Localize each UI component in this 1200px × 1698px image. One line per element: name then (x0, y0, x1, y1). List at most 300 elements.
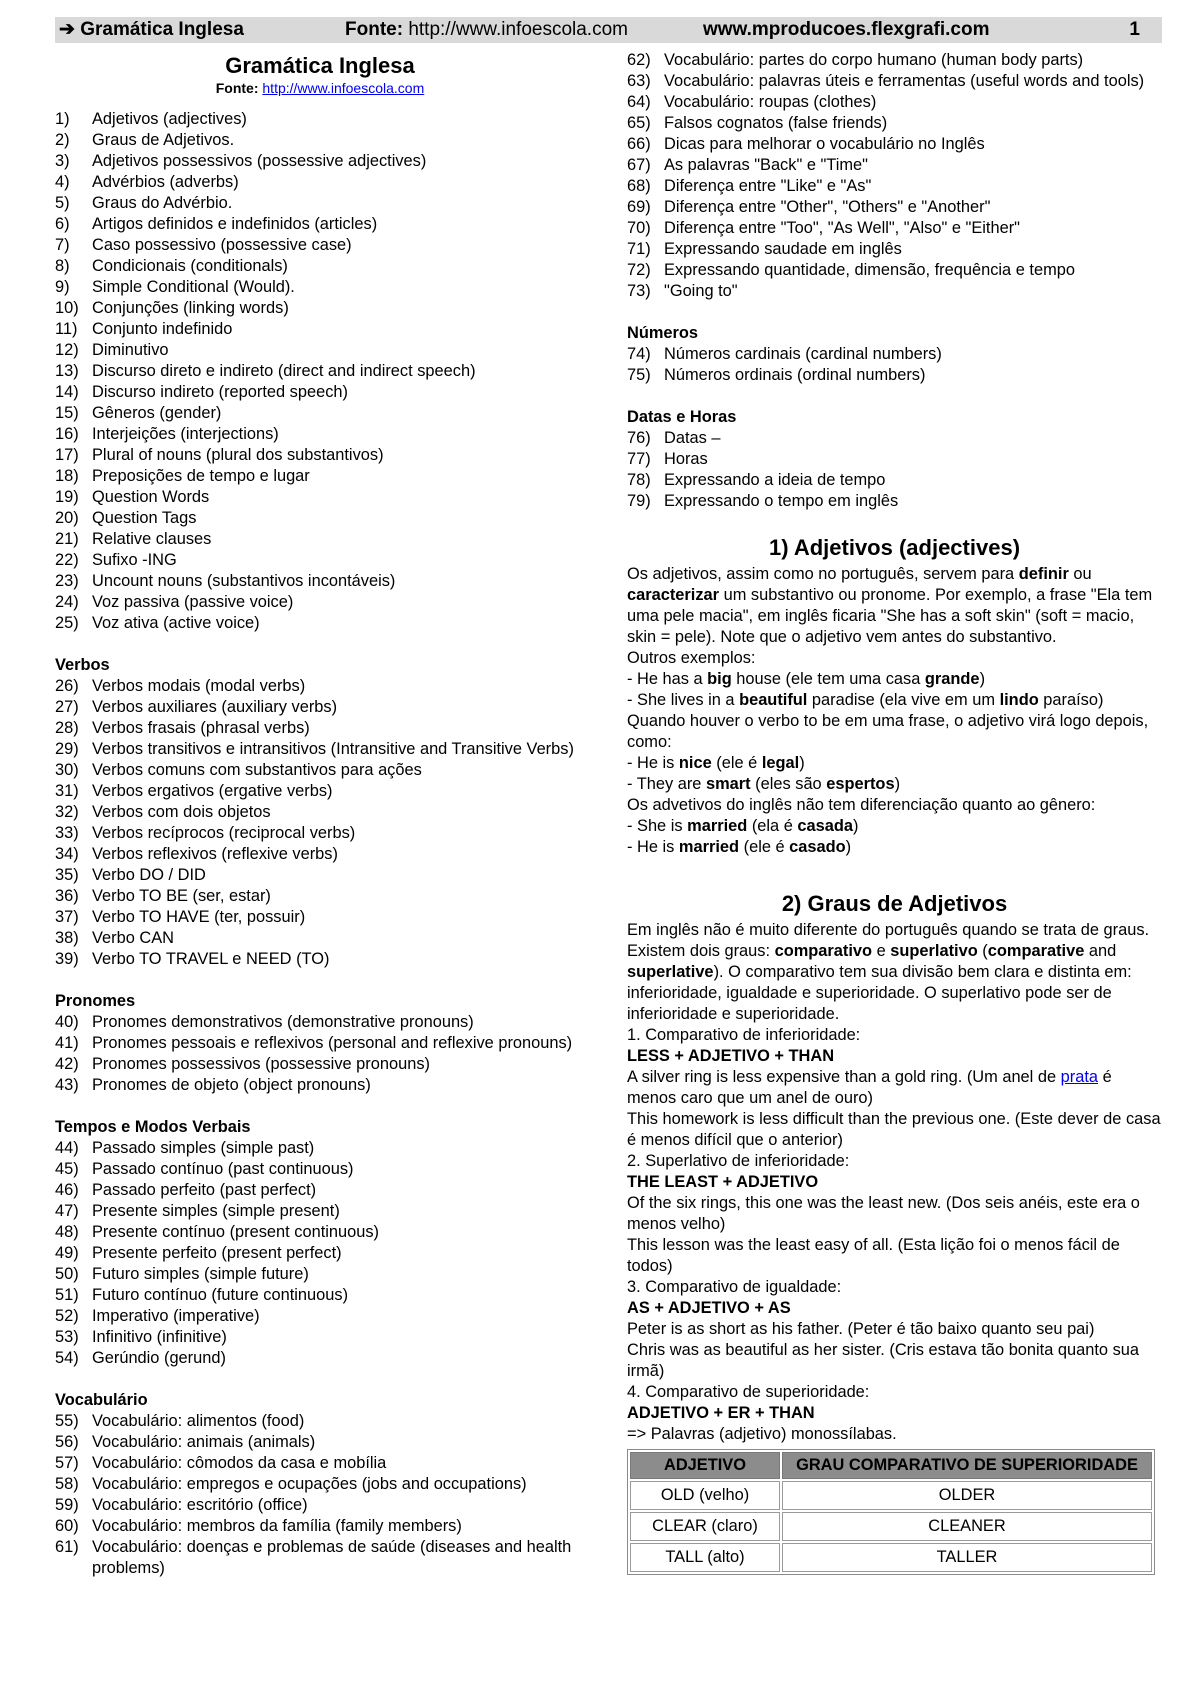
toc-item-number: 49) (55, 1244, 79, 1262)
toc-item-number: 2) (55, 131, 70, 149)
toc-item-label: Adjetivos (adjectives) (92, 110, 247, 128)
toc-item-label: Verbos ergativos (ergative verbs) (92, 782, 333, 800)
toc-item-number: 43) (55, 1076, 79, 1094)
toc-list-vocab-left (55, 1411, 585, 1579)
toc-item-label: Vocabulário: cômodos da casa e mobília (92, 1454, 387, 1472)
toc-item-label: Verbos comuns com substantivos para ações (92, 761, 422, 779)
toc-item-label: Vocabulário: alimentos (food) (92, 1412, 305, 1430)
toc-item-number: 30) (55, 761, 79, 779)
toc-item (55, 1201, 585, 1222)
toc-item-number: 7) (55, 236, 70, 254)
toc-item (55, 550, 585, 571)
toc-item (627, 344, 1162, 365)
group-head-vocab: Vocabulário (55, 1391, 148, 1409)
table-cell: OLD (velho) (630, 1481, 780, 1510)
toc-item-label: Infinitivo (infinitive) (92, 1328, 227, 1346)
rule-label: 4. Comparativo de superioridade: (627, 1383, 870, 1401)
table-header-row (630, 1452, 1152, 1479)
toc-item-label: Verbos recíprocos (reciprocal verbs) (92, 824, 356, 842)
toc-item-number: 16) (55, 425, 79, 443)
toc-item-label: Verbo CAN (92, 929, 174, 947)
toc-item-number: 4) (55, 173, 70, 191)
toc-item (55, 928, 585, 949)
toc-item-number: 25) (55, 614, 79, 632)
toc-item-number: 53) (55, 1328, 79, 1346)
example-line: A silver ring is less expensive than a gold ring. (Um anel de prata é menos caro que um anel de ouro) (627, 1068, 1112, 1107)
toc-item (627, 449, 1162, 470)
section-title-graus: 2) Graus de Adjetivos (781, 891, 1008, 916)
toc-item-label: Presente simples (simple present) (92, 1202, 340, 1220)
toc-item-number: 39) (55, 950, 79, 968)
toc-item (55, 172, 585, 193)
toc-item (55, 319, 585, 340)
toc-item-label: Question Tags (92, 509, 197, 527)
toc-item (55, 445, 585, 466)
toc-list-datas (627, 428, 1162, 512)
toc-item (627, 113, 1162, 134)
toc-item (55, 1012, 585, 1033)
toc-item (55, 1033, 585, 1054)
table-row (630, 1512, 1152, 1541)
toc-item (55, 1138, 585, 1159)
toc-item (627, 218, 1162, 239)
toc-item-label: Horas (664, 450, 708, 468)
toc-item-label: Vocabulário: partes do corpo humano (human body parts) (664, 51, 1084, 69)
toc-item-number: 20) (55, 509, 79, 527)
toc-item (55, 760, 585, 781)
toc-item-label: Diferença entre "Like" e "As" (664, 177, 872, 195)
toc-item-number: 51) (55, 1286, 79, 1304)
toc-item-number: 17) (55, 446, 79, 464)
toc-item-number: 18) (55, 467, 79, 485)
table-header-cell: GRAU COMPARATIVO DE SUPERIORIDADE (782, 1452, 1152, 1479)
toc-item (55, 676, 585, 697)
toc-item-number: 78) (627, 471, 651, 489)
toc-item (55, 1537, 585, 1579)
toc-item-number: 75) (627, 366, 651, 384)
toc-item (55, 697, 585, 718)
toc-item-label: Vocabulário: animais (animals) (92, 1433, 316, 1451)
toc-item-number: 11) (55, 320, 78, 338)
toc-item (627, 134, 1162, 155)
toc-item-number: 29) (55, 740, 79, 758)
toc-item-label: Pronomes possessivos (possessive pronouns) (92, 1055, 430, 1073)
toc-item (55, 298, 585, 319)
toc-item (55, 508, 585, 529)
toc-item (627, 239, 1162, 260)
toc-item-number: 60) (55, 1517, 79, 1535)
toc-item-label: Simple Conditional (Would). (92, 278, 295, 296)
toc-item (55, 1222, 585, 1243)
toc-item-label: Vocabulário: empregos e ocupações (jobs and occupations) (92, 1475, 527, 1493)
toc-item-number: 28) (55, 719, 79, 737)
table-cell: CLEANER (782, 1512, 1152, 1541)
toc-item-label: Uncount nouns (substantivos incontáveis) (92, 572, 396, 590)
toc-item-number: 5) (55, 194, 70, 212)
toc-item (55, 466, 585, 487)
toc-item-number: 74) (627, 345, 651, 363)
toc-item-number: 10) (55, 299, 79, 317)
toc-item-number: 27) (55, 698, 79, 716)
toc-item (55, 1327, 585, 1348)
toc-item-label: Falsos cognatos (false friends) (664, 114, 888, 132)
toc-item-number: 23) (55, 572, 79, 590)
example-line: - He is nice (ele é legal) (627, 754, 805, 772)
paragraph: Em inglês não é muito diferente do português quando se trata de graus. Existem dois graus: comparativo e superlativo (comparative and superlative). O comparativo tem sua divisão bem clara e distinta em: inferioridade, igualdade e superioridade. O superlativo pode ser de inferioridade e superioridade. (627, 921, 1150, 1023)
toc-item (55, 1474, 585, 1495)
rule-formula: LESS + ADJETIVO + THAN (627, 1047, 835, 1065)
toc-item-label: Verbos reflexivos (reflexive verbs) (92, 845, 338, 863)
toc-item-number: 31) (55, 782, 79, 800)
header-source: Fonte: http://www.infoescola.com (345, 19, 628, 40)
toc-item-label: Passado perfeito (past perfect) (92, 1181, 317, 1199)
toc-item-label: Vocabulário: membros da família (family members) (92, 1517, 462, 1535)
toc-item-label: Gêneros (gender) (92, 404, 222, 422)
toc-item (55, 424, 585, 445)
toc-list-vocab-right (627, 50, 1162, 302)
toc-item-number: 72) (627, 261, 651, 279)
toc-item (55, 949, 585, 970)
example-line: This lesson was the least easy of all. (Esta lição foi o menos fácil de todos) (627, 1236, 1120, 1275)
toc-item-number: 65) (627, 114, 651, 132)
toc-item-label: Futuro simples (simple future) (92, 1265, 309, 1283)
toc-item-number: 67) (627, 156, 651, 174)
toc-item-label: Passado contínuo (past continuous) (92, 1160, 354, 1178)
toc-item-number: 12) (55, 341, 79, 359)
toc-item-label: Verbo DO / DID (92, 866, 206, 884)
toc-item (627, 176, 1162, 197)
toc-item-number: 37) (55, 908, 79, 926)
toc-item (55, 109, 585, 130)
toc-item-number: 41) (55, 1034, 79, 1052)
toc-item (55, 193, 585, 214)
table-cell: OLDER (782, 1481, 1152, 1510)
toc-item-number: 70) (627, 219, 651, 237)
toc-item (55, 1495, 585, 1516)
toc-item-number: 44) (55, 1139, 79, 1157)
toc-item (55, 340, 585, 361)
toc-item-label: Verbos auxiliares (auxiliary verbs) (92, 698, 338, 716)
toc-item-label: Artigos definidos e indefinidos (articles) (92, 215, 378, 233)
doc-source: Fonte: http://www.infoescola.com (215, 80, 425, 96)
rule-label: 1. Comparativo de inferioridade: (627, 1026, 861, 1044)
header-site: www.mproducoes.flexgrafi.com (703, 19, 990, 40)
toc-item-number: 33) (55, 824, 79, 842)
toc-item (55, 1516, 585, 1537)
group-head-pronomes: Pronomes (55, 992, 136, 1010)
toc-item-label: Pronomes de objeto (object pronouns) (92, 1076, 371, 1094)
toc-item (55, 151, 585, 172)
toc-item-label: Graus do Advérbio. (92, 194, 233, 212)
toc-item-number: 59) (55, 1496, 79, 1514)
toc-item (55, 529, 585, 550)
toc-item-label: Adjetivos possessivos (possessive adjectives) (92, 152, 427, 170)
toc-item (55, 1348, 585, 1369)
toc-item-number: 47) (55, 1202, 79, 1220)
toc-item-label: Números ordinais (ordinal numbers) (664, 366, 926, 384)
toc-item-number: 14) (55, 383, 79, 401)
paragraph: Outros exemplos: (627, 649, 756, 667)
header-title: ➔ Gramática Inglesa (59, 19, 244, 40)
page-header (55, 17, 1162, 43)
paragraph: Quando houver o verbo to be em uma frase, o adjetivo virá logo depois, como: (627, 712, 1149, 751)
toc-item (55, 487, 585, 508)
toc-item-number: 50) (55, 1265, 79, 1283)
toc-item-number: 8) (55, 257, 70, 275)
toc-item (627, 197, 1162, 218)
toc-item (55, 1243, 585, 1264)
toc-item (55, 1180, 585, 1201)
toc-item (55, 1075, 585, 1096)
toc-item-number: 32) (55, 803, 79, 821)
toc-item-number: 79) (627, 492, 651, 510)
example-line: Chris was as beautiful as her sister. (Cris estava tão bonita quanto sua irmã) (627, 1341, 1140, 1380)
toc-item-label: Números cardinais (cardinal numbers) (664, 345, 942, 363)
toc-item-number: 57) (55, 1454, 79, 1472)
toc-item-label: Preposições de tempo e lugar (92, 467, 310, 485)
toc-item-number: 21) (55, 530, 79, 548)
toc-item-label: Discurso indireto (reported speech) (92, 383, 348, 401)
example-line: - She lives in a beautiful paradise (ela vive em um lindo paraíso) (627, 691, 1104, 709)
toc-item (55, 1453, 585, 1474)
toc-item-label: Relative clauses (92, 530, 212, 548)
toc-item (55, 613, 585, 634)
toc-item-number: 76) (627, 429, 651, 447)
toc-item-number: 36) (55, 887, 79, 905)
toc-item-label: Verbo TO BE (ser, estar) (92, 887, 271, 905)
paragraph: Os adjetivos, assim como no português, servem para definir ou caracterizar um substantivo ou pronome. Por exemplo, a frase "Ela tem uma pele macia", em inglês ficaria "She has a soft skin" (soft = macio, skin = pele). Note que o adjetivo vem antes do substantivo. (627, 565, 1153, 646)
right-column (627, 50, 1162, 1575)
toc-item-number: 55) (55, 1412, 79, 1430)
toc-item-label: Expressando saudade em inglês (664, 240, 902, 258)
toc-item-label: Interjeições (interjections) (92, 425, 279, 443)
toc-list-verbos (55, 676, 585, 970)
toc-item (55, 403, 585, 424)
toc-item-label: Discurso direto e indireto (direct and indirect speech) (92, 362, 476, 380)
toc-item (55, 1306, 585, 1327)
table-cell: TALLER (782, 1543, 1152, 1572)
toc-item-number: 45) (55, 1160, 79, 1178)
group-head-numeros: Números (627, 324, 699, 342)
toc-item-number: 1) (55, 110, 70, 128)
paragraph: Os advetivos do inglês não tem diferenciação quanto ao gênero: (627, 796, 1096, 814)
toc-item-number: 19) (55, 488, 79, 506)
toc-item-number: 62) (627, 51, 651, 69)
toc-item (55, 571, 585, 592)
toc-item-number: 3) (55, 152, 70, 170)
toc-item-label: Conjunto indefinido (92, 320, 233, 338)
example-line: - He is married (ele é casado) (627, 838, 852, 856)
toc-item-number: 54) (55, 1349, 79, 1367)
toc-item-label: Question Words (92, 488, 210, 506)
toc-item (55, 214, 585, 235)
example-line: - He has a big house (ele tem uma casa grande) (627, 670, 986, 688)
toc-item (55, 1159, 585, 1180)
toc-item (55, 1432, 585, 1453)
toc-item-label: Voz passiva (passive voice) (92, 593, 294, 611)
toc-item-number: 58) (55, 1475, 79, 1493)
example-line: - They are smart (eles são espertos) (627, 775, 901, 793)
toc-item-label: Verbos frasais (phrasal verbs) (92, 719, 310, 737)
toc-item (627, 92, 1162, 113)
toc-item-label: Expressando quantidade, dimensão, frequência e tempo (664, 261, 1075, 279)
toc-item-label: Vocabulário: palavras úteis e ferramentas (useful words and tools) (664, 72, 1145, 90)
toc-item-label: Diminutivo (92, 341, 169, 359)
toc-item (55, 907, 585, 928)
toc-list-tempos (55, 1138, 585, 1369)
toc-item-number: 15) (55, 404, 79, 422)
toc-item-label: Verbo TO HAVE (ter, possuir) (92, 908, 306, 926)
table-header-cell: ADJETIVO (630, 1452, 780, 1479)
section-title-adjetivos: 1) Adjetivos (adjectives) (768, 535, 1021, 560)
toc-item (55, 1264, 585, 1285)
rule-label: 2. Superlativo de inferioridade: (627, 1152, 850, 1170)
toc-item-label: Vocabulário: roupas (clothes) (664, 93, 877, 111)
toc-item-label: Expressando o tempo em inglês (664, 492, 899, 510)
toc-item-label: As palavras "Back" e "Time" (664, 156, 868, 174)
toc-item-number: 42) (55, 1055, 79, 1073)
toc-item (55, 802, 585, 823)
toc-item-number: 77) (627, 450, 651, 468)
toc-item-number: 68) (627, 177, 651, 195)
toc-item-number: 6) (55, 215, 70, 233)
toc-item (55, 1054, 585, 1075)
toc-item-label: Verbos modais (modal verbs) (92, 677, 306, 695)
toc-item-number: 34) (55, 845, 79, 863)
comparative-table (627, 1449, 1155, 1575)
toc-item-number: 63) (627, 72, 651, 90)
toc-list-numeros (627, 344, 1162, 386)
toc-item (627, 470, 1162, 491)
toc-item-number: 69) (627, 198, 651, 216)
toc-item-label: Expressando a ideia de tempo (664, 471, 886, 489)
toc-item-label: Passado simples (simple past) (92, 1139, 315, 1157)
toc-item-number: 22) (55, 551, 79, 569)
rule-formula: THE LEAST + ADJETIVO (627, 1173, 819, 1191)
toc-item-label: Presente perfeito (present perfect) (92, 1244, 342, 1262)
toc-list-pronomes (55, 1012, 585, 1096)
toc-item (55, 592, 585, 613)
toc-item-label: Futuro contínuo (future continuous) (92, 1286, 349, 1304)
toc-item-number: 38) (55, 929, 79, 947)
toc-item-label: Dicas para melhorar o vocabulário no Inglês (664, 135, 985, 153)
rule-formula: ADJETIVO + ER + THAN (627, 1404, 815, 1422)
toc-item-label: Pronomes demonstrativos (demonstrative pronouns) (92, 1013, 474, 1031)
toc-item-label: Verbos com dois objetos (92, 803, 271, 821)
toc-item-label: Presente contínuo (present continuous) (92, 1223, 380, 1241)
toc-item-label: Sufixo -ING (92, 551, 177, 569)
toc-item (55, 823, 585, 844)
toc-item (55, 718, 585, 739)
page-number: 1 (1129, 19, 1140, 40)
toc-item-label: Vocabulário: escritório (office) (92, 1496, 308, 1514)
toc-item-label: Gerúndio (gerund) (92, 1349, 226, 1367)
toc-item (55, 865, 585, 886)
toc-item (627, 71, 1162, 92)
toc-item-number: 13) (55, 362, 79, 380)
toc-item-label: Datas – (664, 429, 721, 447)
toc-item-number: 35) (55, 866, 79, 884)
toc-item-label: Plural of nouns (plural dos substantivos) (92, 446, 384, 464)
toc-item-number: 26) (55, 677, 79, 695)
toc-item-label: Graus de Adjetivos. (92, 131, 235, 149)
toc-item (55, 277, 585, 298)
prata-link[interactable]: prata (1060, 1068, 1099, 1086)
toc-item-label: Voz ativa (active voice) (92, 614, 260, 632)
group-head-tempos: Tempos e Modos Verbais (55, 1118, 251, 1136)
toc-item (55, 256, 585, 277)
toc-item-number: 52) (55, 1307, 79, 1325)
toc-item (55, 382, 585, 403)
toc-item-number: 48) (55, 1223, 79, 1241)
example-line: Peter is as short as his father. (Peter é tão baixo quanto seu pai) (627, 1320, 1095, 1338)
toc-item-label: Conjunções (linking words) (92, 299, 289, 317)
table-cell: CLEAR (claro) (630, 1512, 780, 1541)
toc-item-number: 66) (627, 135, 651, 153)
toc-item (627, 365, 1162, 386)
rule-label: 3. Comparativo de igualdade: (627, 1278, 842, 1296)
table-row (630, 1481, 1152, 1510)
toc-item-number: 71) (627, 240, 651, 258)
toc-item-number: 24) (55, 593, 79, 611)
toc-item (55, 1411, 585, 1432)
doc-title: Gramática Inglesa (225, 53, 415, 78)
toc-item-label: Diferença entre "Other", "Others" e "Another" (664, 198, 991, 216)
toc-item (627, 155, 1162, 176)
toc-item (627, 281, 1162, 302)
table-row (630, 1543, 1152, 1572)
toc-item-label: Caso possessivo (possessive case) (92, 236, 352, 254)
toc-item (55, 361, 585, 382)
toc-item-number: 46) (55, 1181, 79, 1199)
toc-item (55, 739, 585, 760)
toc-item-label: Diferença entre "Too", "As Well", "Also" e "Either" (664, 219, 1020, 237)
toc-item (55, 886, 585, 907)
toc-item-number: 73) (627, 282, 651, 300)
toc-item (55, 130, 585, 151)
toc-item (55, 235, 585, 256)
toc-item (627, 428, 1162, 449)
toc-item-number: 56) (55, 1433, 79, 1451)
toc-item-number: 61) (55, 1538, 79, 1556)
toc-item-label: Verbo TO TRAVEL e NEED (TO) (92, 950, 330, 968)
rule-note: => Palavras (adjetivo) monossílabas. (627, 1425, 897, 1443)
toc-item-label: Vocabulário: doenças e problemas de saúde (diseases and health problems) (92, 1538, 572, 1577)
toc-item-label: Pronomes pessoais e reflexivos (personal and reflexive pronouns) (92, 1034, 573, 1052)
toc-item (627, 260, 1162, 281)
toc-item-label: Imperativo (imperative) (92, 1307, 260, 1325)
group-head-datas: Datas e Horas (627, 408, 737, 426)
toc-item (55, 844, 585, 865)
example-line: This homework is less difficult than the previous one. (Este dever de casa é menos difícil que o anterior) (627, 1110, 1161, 1149)
example-line: - She is married (ela é casada) (627, 817, 859, 835)
group-head-verbos: Verbos (55, 656, 110, 674)
toc-item-label: Advérbios (adverbs) (92, 173, 239, 191)
toc-item-label: "Going to" (664, 282, 738, 300)
left-column (55, 50, 585, 1579)
toc-item-number: 9) (55, 278, 70, 296)
table-cell: TALL (alto) (630, 1543, 780, 1572)
rule-formula: AS + ADJETIVO + AS (627, 1299, 791, 1317)
source-link[interactable]: http://www.infoescola.com (262, 80, 425, 96)
toc-item-label: Condicionais (conditionals) (92, 257, 288, 275)
toc-item (627, 50, 1162, 71)
arrow-icon: ➔ (59, 19, 75, 40)
example-line: Of the six rings, this one was the least new. (Dos seis anéis, este era o menos velho) (627, 1194, 1140, 1233)
toc-item-number: 64) (627, 93, 651, 111)
toc-item (627, 491, 1162, 512)
toc-item (55, 781, 585, 802)
